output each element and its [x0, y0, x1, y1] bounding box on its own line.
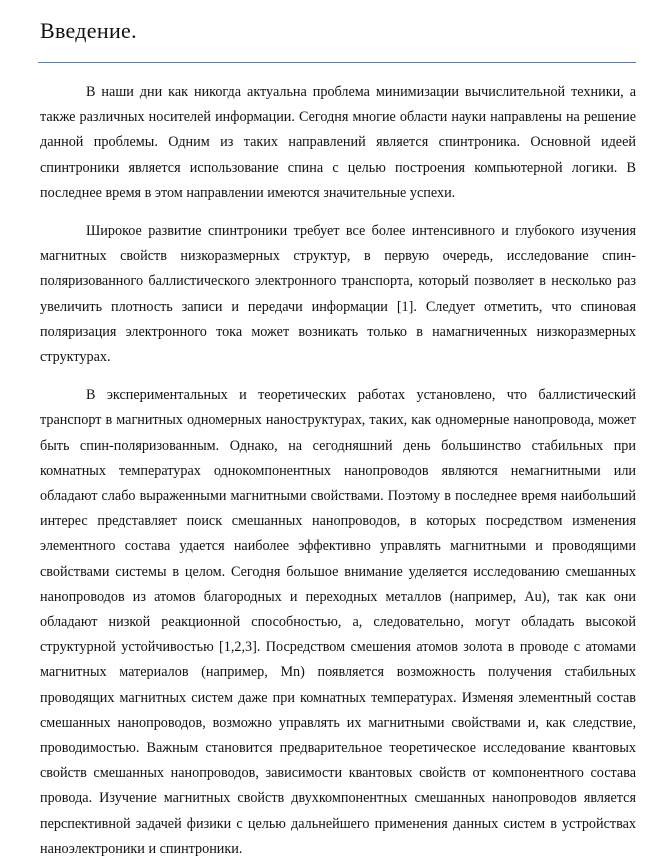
- heading-underline: [38, 62, 636, 63]
- paragraph-spintronics-development: Широкое развитие спинтроники требует все более интенсивного и глубокого изучения магнитных свойств низкоразмерных структур, в первую очередь, исследование спин-поляризованного баллистического электронного транспорта, который позволяет в несколько раз увеличить плотность записи и передачи информации [1]. Следует отметить, что спиновая поляризация электронного тока может возникать только в намагниченных низкоразмерных структурах.: [40, 223, 636, 366]
- paragraph-intro: В наши дни как никогда актуальна проблема минимизации вычислительной техники, а также различных носителей информации. Сегодня многие области науки направлены на решение данной проблемы. Одним из таких направлений является спинтроника. Основной идеей спинтроники является использование спина с целью построения компьютерной логики. В последнее время в этом направлении имеются значительные успехи.: [40, 84, 636, 201]
- document-body: [40, 80, 636, 862]
- section-heading: Введение.: [40, 18, 137, 43]
- paragraph-nanowires-research: В экспериментальных и теоретических работах установлено, что баллистический транспорт в магнитных одномерных наноструктурах, таких, как одномерные нанопровода, может быть спин-поляризованным. Однако, на сегодняшний день большинство стабильных при комнатных температурах однокомпонентных нанопроводов являются немагнитными или обладают слабо выраженными магнитными свойствами. Поэтому в последнее время наибольший интерес представляет поиск смешанных нанопроводов, в которых посредством изменения элементного состава удается наиболее эффективно управлять магнитными и проводящими свойствами системы в целом. Сегодня большое внимание уделяется исследованию смешанных нанопроводов из атомов благородных и переходных металлов (например, Au), так как они обладают низкой реакционной способностью, а, следовательно, могут обладать высокой структурной устойчивостью [1,2,3]. Посредством смешения атомов золота в проводе с атомами магнитных материалов (например, Mn) появляется возможность получения стабильных проводящих магнитных систем даже при комнатных температурах. Изменяя элементный состав смешанных нанопроводов, возможно управлять их магнитными свойствами и, как следствие, проводимостью. Важным становится предварительное теоретическое исследование квантовых свойств смешанных нанопроводов, зависимости квантовых свойств от компонентного состава провода. Изучение магнитных свойств двухкомпонентных смешанных нанопроводов является перспективной задачей физики с целью дальнейшего применения данных систем в устройствах наноэлектроники и спинтроники.: [40, 387, 636, 857]
